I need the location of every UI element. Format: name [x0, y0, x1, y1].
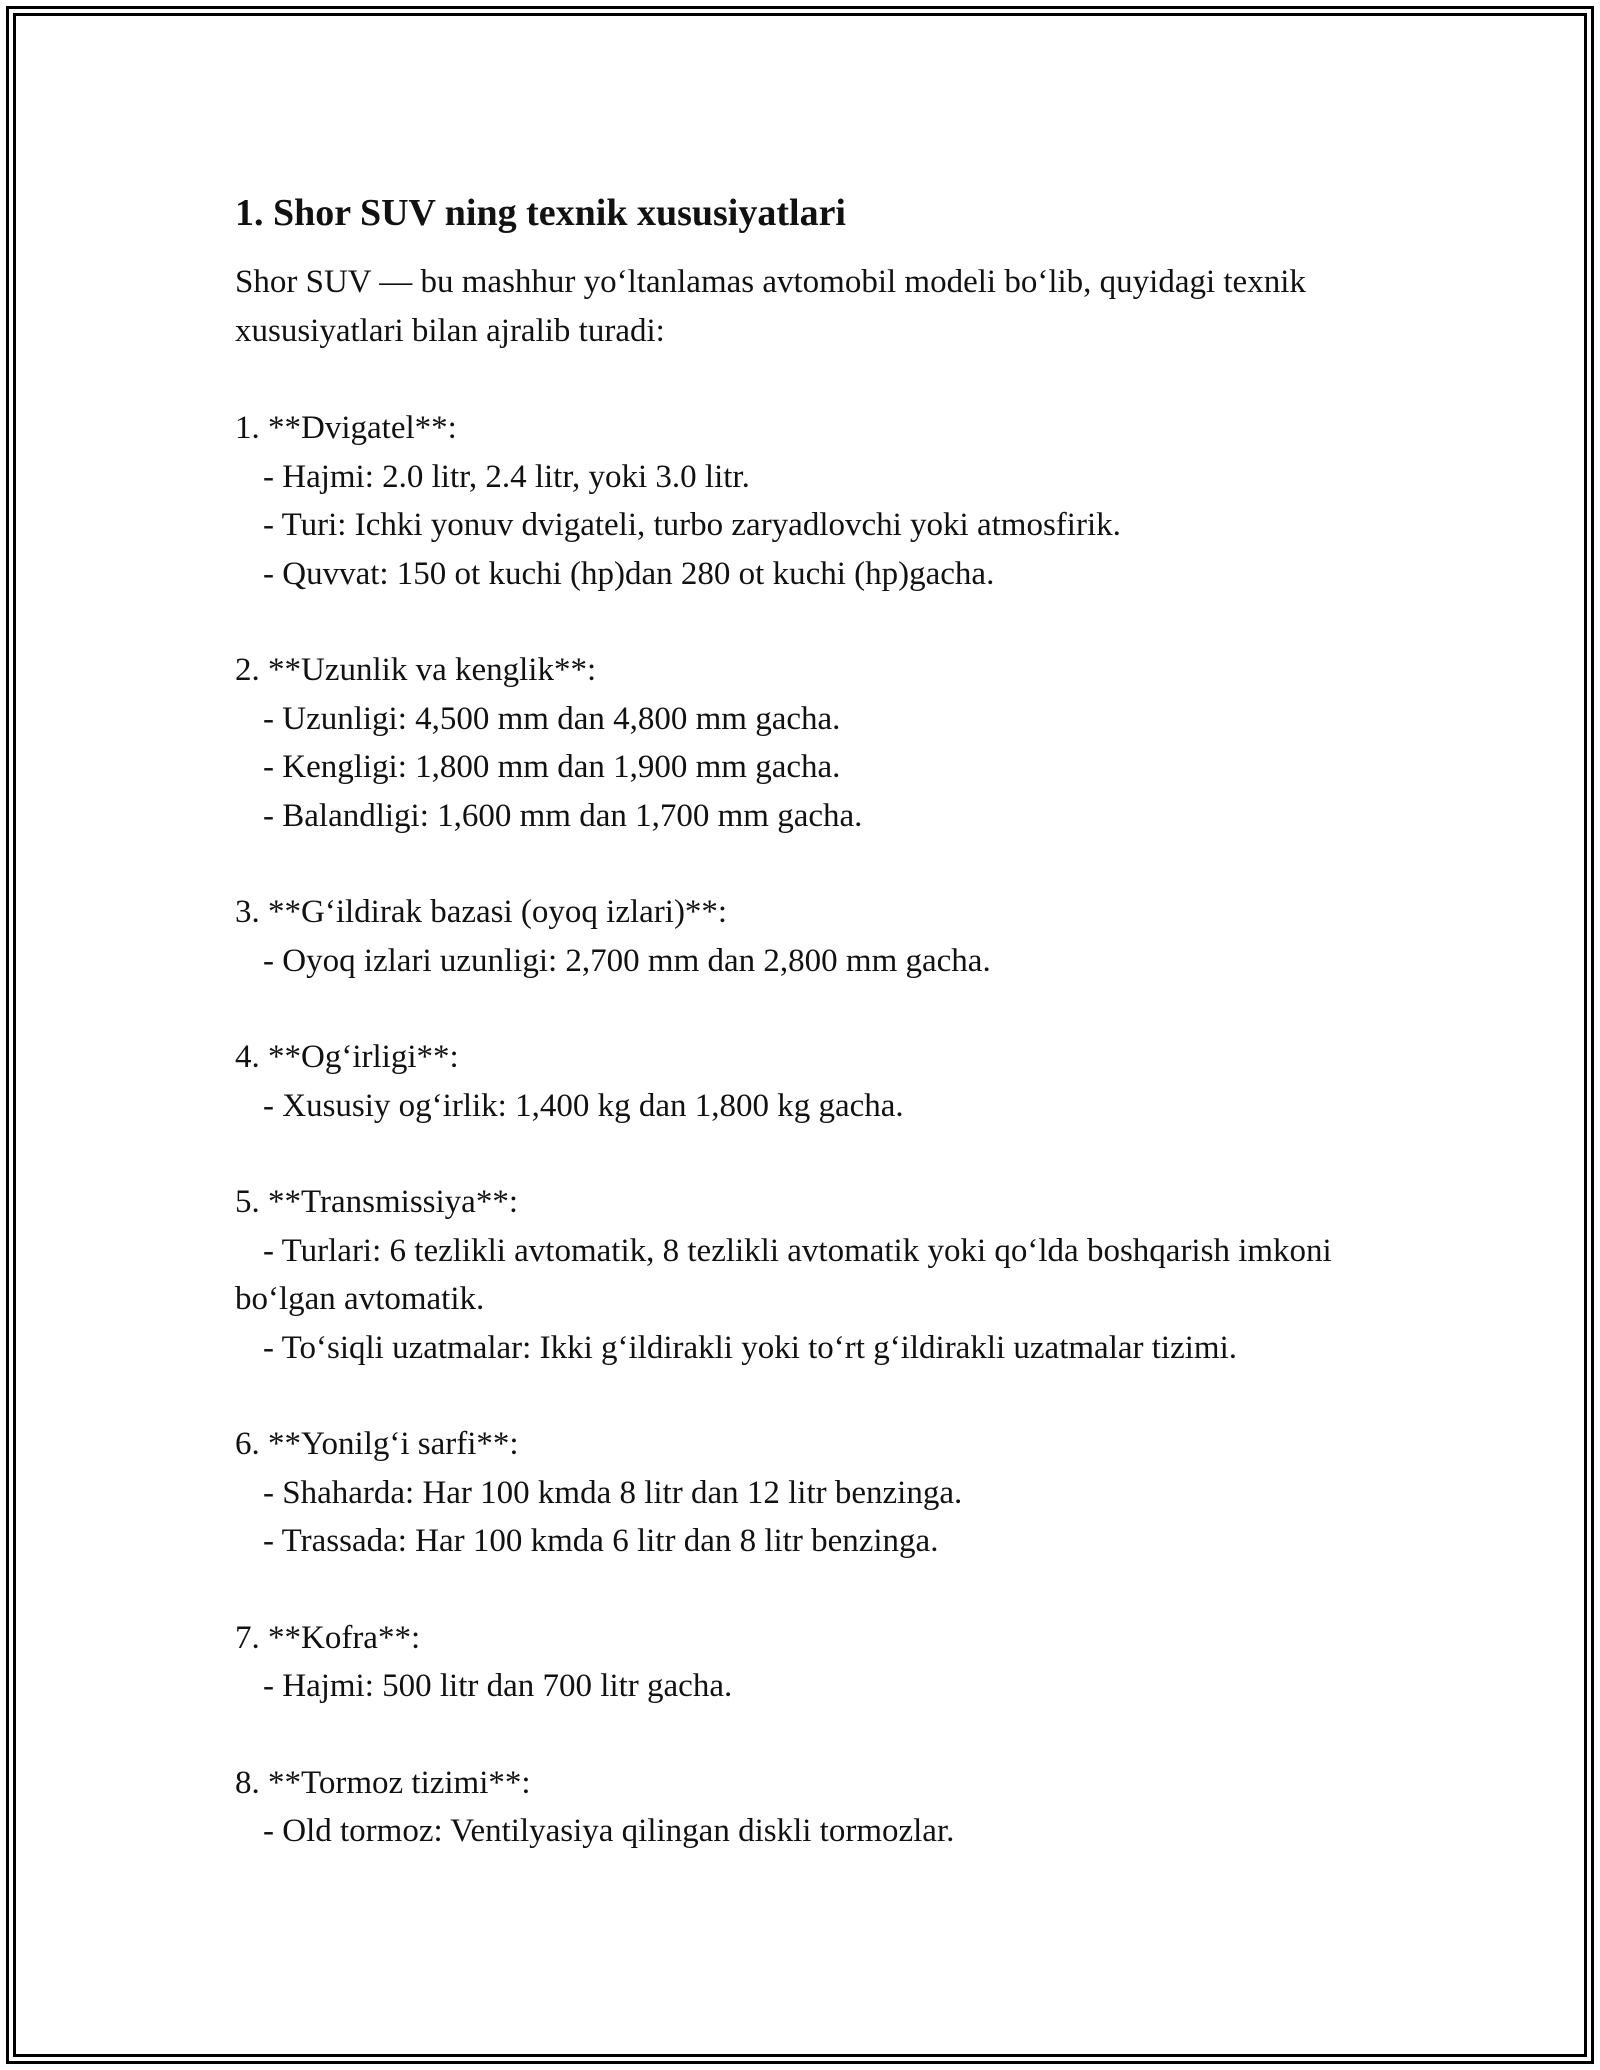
intro-paragraph: Shor SUV — bu mashhur yo‘ltanlamas avtomobil modeli bo‘lib, quyidagi texnik xususiyatlari bilan ajralib turadi:	[235, 264, 1306, 349]
section-weight	[235, 1033, 1365, 1130]
section-heading: 7. **Kofra**:	[235, 1619, 421, 1656]
list-item: - Quvvat: 150 ot kuchi (hp)dan 280 ot kuchi (hp)gacha.	[263, 555, 995, 592]
list-item: - Hajmi: 500 litr dan 700 litr gacha.	[263, 1668, 733, 1704]
section-heading: 6. **Yonilg‘i sarfi**:	[235, 1426, 519, 1462]
document-title: 1. Shor SUV ning texnik xususiyatlari	[235, 192, 846, 234]
section-wheelbase	[235, 888, 1365, 985]
list-item: - Kengligi: 1,800 mm dan 1,900 mm gacha.	[263, 749, 841, 785]
list-item: - Balandligi: 1,600 mm dan 1,700 mm gacha.	[263, 797, 863, 834]
list-item: - Shaharda: Har 100 kmda 8 litr dan 12 litr benzinga.	[263, 1474, 963, 1511]
list-item: - Old tormoz: Ventilyasiya qilingan diskli tormozlar.	[263, 1813, 955, 1849]
section-brake-system	[235, 1759, 1365, 1856]
section-engine	[235, 404, 1365, 598]
list-item: - Hajmi: 2.0 litr, 2.4 litr, yoki 3.0 litr.	[263, 458, 750, 495]
section-heading: 2. **Uzunlik va kenglik**:	[235, 652, 597, 688]
section-dimensions	[235, 646, 1365, 840]
list-item: - Oyoq izlari uzunligi: 2,700 mm dan 2,800 mm gacha.	[263, 942, 991, 979]
section-heading: 8. **Tormoz tizimi**:	[235, 1764, 531, 1801]
list-item: - Turlari: 6 tezlikli avtomatik, 8 tezlikli avtomatik yoki qo‘lda boshqarish imkoni bo‘lgan avtomatik.	[235, 1232, 1332, 1317]
section-heading: 3. **G‘ildirak bazasi (oyoq izlari)**:	[235, 894, 728, 930]
document-body	[235, 186, 1365, 1856]
list-item: - To‘siqli uzatmalar: Ikki g‘ildirakli yoki to‘rt g‘ildirakli uzatmalar tizimi.	[263, 1329, 1237, 1366]
list-item: - Xususiy og‘irlik: 1,400 kg dan 1,800 kg gacha.	[263, 1087, 904, 1124]
section-heading: 4. **Og‘irligi**:	[235, 1039, 459, 1075]
list-item: - Uzunligi: 4,500 mm dan 4,800 mm gacha.	[263, 700, 841, 737]
list-item: - Trassada: Har 100 kmda 6 litr dan 8 litr benzinga.	[263, 1523, 939, 1559]
section-trunk	[235, 1614, 1365, 1711]
section-heading: 5. **Transmissiya**:	[235, 1184, 518, 1220]
section-fuel-consumption	[235, 1420, 1365, 1566]
list-item: - Turi: Ichki yonuv dvigateli, turbo zaryadlovchi yoki atmosfirik.	[263, 507, 1121, 543]
section-transmission	[235, 1178, 1365, 1372]
section-heading: 1. **Dvigatel**:	[235, 410, 457, 446]
